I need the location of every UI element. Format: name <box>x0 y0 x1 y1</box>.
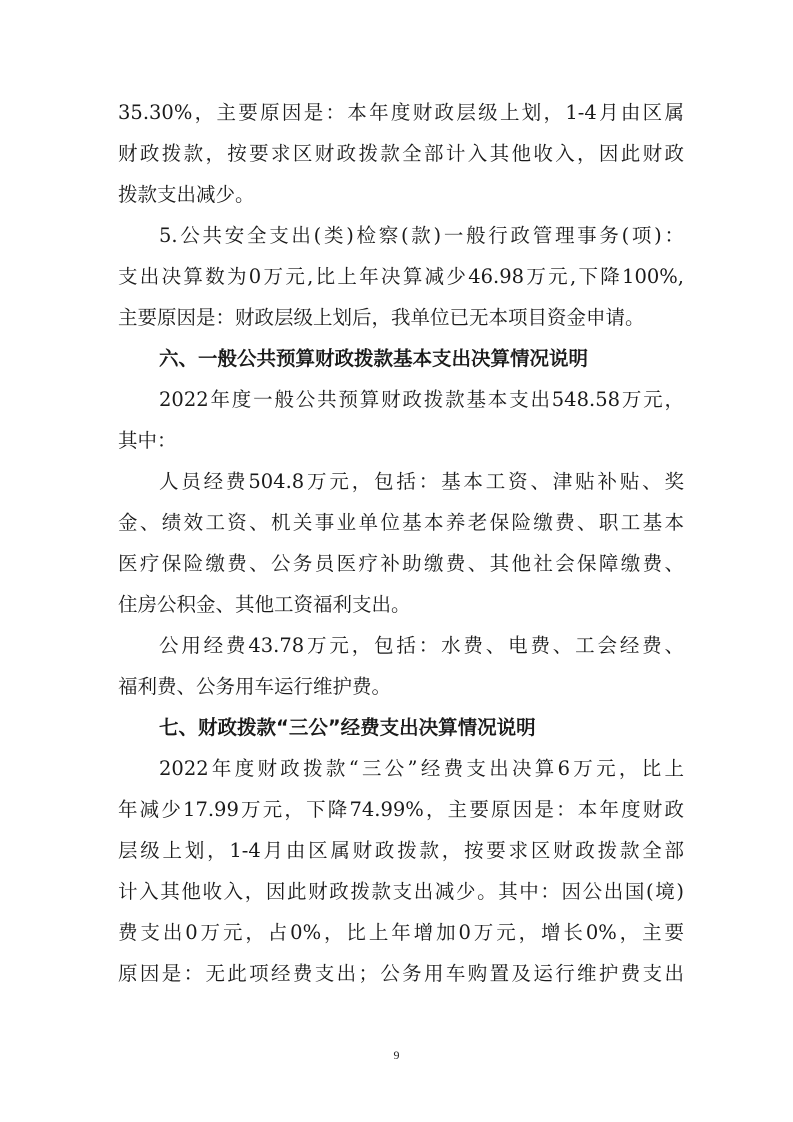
text-line: 2022年度一般公共预算财政拨款基本支出548.58万元， <box>159 388 684 411</box>
paragraph-reason-1 <box>118 92 684 215</box>
text-line: 医疗保险缴费、公务员医疗补助缴费、其他社会保障缴费、 <box>118 552 684 575</box>
text-line: 金、绩效工资、机关事业单位基本养老保险缴费、职工基本 <box>118 511 684 534</box>
text-line: 住房公积金、其他工资福利支出。 <box>118 593 411 616</box>
text-line: 福利费、公务用车运行维护费。 <box>118 675 392 698</box>
text-line: 年减少17.99万元，下降74.99%，主要原因是：本年度财政 <box>118 798 684 821</box>
document-body <box>118 92 684 994</box>
text-line: 原因是：无此项经费支出；公务用车购置及运行维护费支出 <box>118 962 684 985</box>
paragraph-personnel-expense <box>118 461 684 625</box>
text-line: 5.公共安全支出(类)检察(款)一般行政管理事务(项)： <box>159 224 684 247</box>
text-line: 主要原因是：财政层级上划后，我单位已无本项目资金申请。 <box>118 306 645 329</box>
text-line: 支出决算数为0万元,比上年决算减少46.98万元,下降100%, <box>118 265 684 288</box>
text-line: 2022年度财政拨款“三公”经费支出决算6万元，比上 <box>159 757 684 780</box>
paragraph-public-expense <box>118 625 684 707</box>
section-heading-7 <box>118 707 684 748</box>
text-line: 费支出0万元，占0%，比上年增加0万元，增长0%，主要 <box>118 921 684 944</box>
page-number: 9 <box>393 1048 400 1062</box>
section-heading-6 <box>118 338 684 379</box>
text-line: 公用经费43.78万元，包括：水费、电费、工会经费、 <box>159 634 684 657</box>
text-line: 其中： <box>118 429 177 452</box>
text-line: 层级上划，1-4月由区属财政拨款，按要求区财政拨款全部 <box>118 839 684 862</box>
text-line: 计入其他收入，因此财政拨款支出减少。其中：因公出国(境) <box>118 880 684 903</box>
paragraph-three-public-expense <box>118 748 684 994</box>
paragraph-item-5 <box>118 215 684 338</box>
heading-text: 六、一般公共预算财政拨款基本支出决算情况说明 <box>159 347 589 370</box>
text-line: 人员经费504.8万元，包括：基本工资、津贴补贴、奖 <box>159 470 684 493</box>
text-line: 财政拨款，按要求区财政拨款全部计入其他收入，因此财政 <box>118 142 684 165</box>
text-line: 35.30%，主要原因是：本年度财政层级上划，1-4月由区属 <box>118 101 684 124</box>
heading-text: 七、财政拨款“三公”经费支出决算情况说明 <box>159 716 536 739</box>
text-line: 拨款支出减少。 <box>118 183 255 206</box>
paragraph-basic-total <box>118 379 684 461</box>
